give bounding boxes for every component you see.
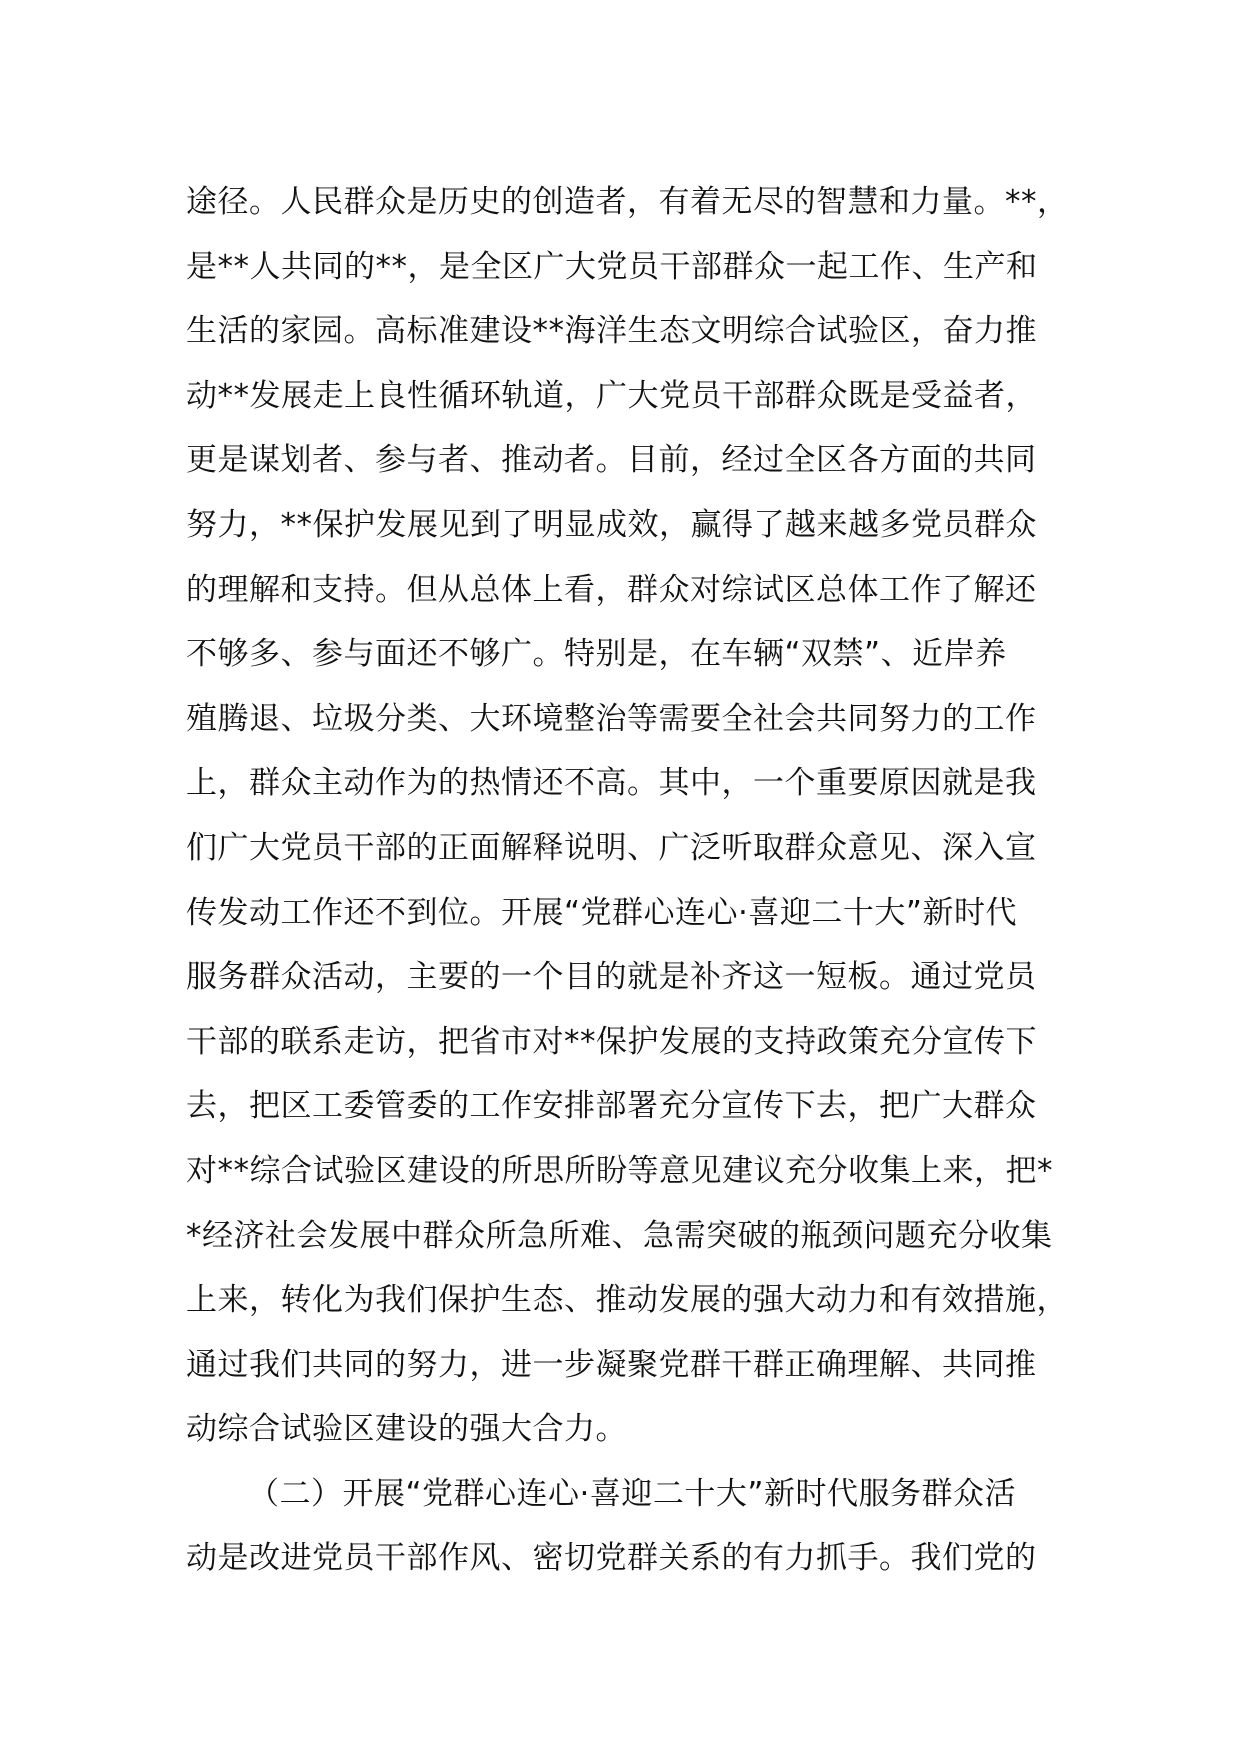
text-line-12: 传发动工作还不到位。开展“党群心连心·喜迎二十大”新时代 (186, 894, 1017, 931)
text-line-13: 服务群众活动，主要的一个目的就是补齐这一短板。通过党员 (186, 959, 1037, 996)
text-line-14: 干部的联系走访，把省市对**保护发展的支持政策充分宣传下 (186, 1023, 1037, 1060)
text-line-2: 是**人共同的**，是全区广大党员干部群众一起工作、生产和 (186, 248, 1038, 285)
text-line-15: 去，把区工委管委的工作安排部署充分宣传下去，把广大群众 (186, 1088, 1037, 1125)
text-line-9: 殖腾退、垃圾分类、大环境整治等需要全社会共同努力的工作 (186, 700, 1037, 737)
document-body (186, 170, 1086, 1591)
text-line-20: 动综合试验区建设的强大合力。 (186, 1411, 627, 1448)
text-line-5: 更是谋划者、参与者、推动者。目前，经过全区各方面的共同 (186, 442, 1037, 479)
text-line-6: 努力，**保护发展见到了明显成效，赢得了越来越多党员群众 (186, 506, 1037, 543)
text-line-22: 动是改进党员干部作风、密切党群关系的有力抓手。我们党的 (186, 1540, 1037, 1577)
text-line-4: 动**发展走上良性循环轨道，广大党员干部群众既是受益者， (186, 377, 1037, 414)
text-line-18: 上来，转化为我们保护生态、推动发展的强大动力和有效措施， (186, 1282, 1068, 1319)
text-line-21: （二）开展“党群心连心·喜迎二十大”新时代服务群众活 (248, 1475, 1016, 1512)
text-line-11: 们广大党员干部的正面解释说明、广泛听取群众意见、深入宣 (186, 829, 1037, 866)
text-line-19: 通过我们共同的努力，进一步凝聚党群干群正确理解、共同推 (186, 1346, 1037, 1383)
text-line-1: 途径。人民群众是历史的创造者，有着无尽的智慧和力量。**， (186, 184, 1069, 220)
text-line-17: *经济社会发展中群众所急所难、急需突破的瓶颈问题充分收集 (186, 1217, 1053, 1254)
text-line-10: 上，群众主动作为的热情还不高。其中，一个重要原因就是我 (186, 765, 1037, 802)
text-line-16: 对**综合试验区建设的所思所盼等意见建议充分收集上来，把* (186, 1152, 1053, 1189)
text-line-8: 不够多、参与面还不够广。特别是，在车辆“双禁”、近岸养 (186, 636, 1007, 673)
text-line-3: 生活的家园。高标准建设**海洋生态文明综合试验区，奋力推 (186, 313, 1037, 350)
text-line-7: 的理解和支持。但从总体上看，群众对综试区总体工作了解还 (186, 571, 1037, 608)
